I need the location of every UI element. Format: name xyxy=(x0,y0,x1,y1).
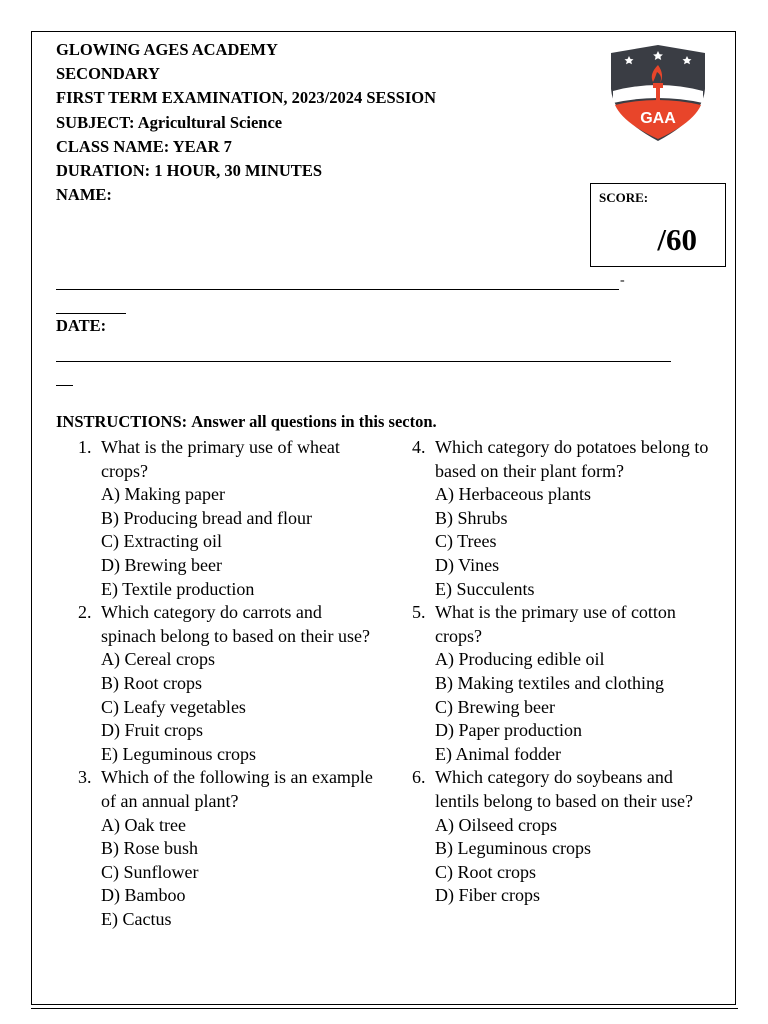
questions-column-right xyxy=(412,436,712,908)
option: C) Leafy vegetables xyxy=(101,696,246,717)
name-line-end: - xyxy=(620,273,625,288)
question-number: 3. xyxy=(78,767,92,788)
option: C) Extracting oil xyxy=(101,531,222,552)
school-logo xyxy=(607,43,709,143)
option: D) Paper production xyxy=(435,720,582,741)
question-text: What is the primary use of cotton crops? xyxy=(435,602,676,646)
question-text: Which category do carrots and spinach belong to based on their use? xyxy=(101,602,370,646)
exam-header xyxy=(56,38,436,207)
subject-line xyxy=(56,111,436,135)
option: E) Cactus xyxy=(101,908,172,929)
question-text: Which category do soybeans and lentils belong to based on their use? xyxy=(435,767,693,811)
instructions xyxy=(56,412,437,432)
class-name: CLASS NAME: YEAR 7 xyxy=(56,136,232,156)
option: C) Trees xyxy=(435,531,497,552)
question xyxy=(78,601,378,766)
question-number: 2. xyxy=(78,602,92,623)
exam-title: FIRST TERM EXAMINATION, 2023/2024 SESSION xyxy=(56,88,437,108)
torch-handle xyxy=(656,88,660,102)
option: D) Fruit crops xyxy=(101,720,203,741)
option: B) Shrubs xyxy=(435,507,508,528)
option: E) Leguminous crops xyxy=(101,743,256,764)
question xyxy=(78,766,378,931)
duration: DURATION: 1 HOUR, 30 MINUTES xyxy=(56,161,322,181)
instructions-label: INSTRUCTIONS: xyxy=(56,412,188,431)
option: C) Root crops xyxy=(435,861,536,882)
torch-cup xyxy=(653,83,663,88)
question-number: 4. xyxy=(412,437,426,457)
option: A) Oilseed crops xyxy=(435,814,557,835)
option: D) Bamboo xyxy=(101,885,186,906)
name-label: NAME: xyxy=(56,185,112,205)
question xyxy=(78,436,378,601)
score-box xyxy=(590,183,726,267)
option: A) Herbaceous plants xyxy=(435,484,591,505)
date-label: DATE: xyxy=(56,316,107,335)
question-text: What is the primary use of wheat crops? xyxy=(101,437,340,481)
date-line xyxy=(56,361,671,362)
option: D) Vines xyxy=(435,554,500,575)
question-number: 1. xyxy=(78,437,92,457)
option: C) Brewing beer xyxy=(435,696,555,717)
option: E) Animal fodder xyxy=(435,743,561,764)
score-label: SCORE: xyxy=(599,190,649,205)
score-value: /60 xyxy=(657,222,697,257)
subject-value: Agricultural Science xyxy=(137,112,283,132)
option: B) Root crops xyxy=(101,672,202,693)
school-name: GLOWING AGES ACADEMY xyxy=(56,40,278,59)
option: A) Making paper xyxy=(101,484,225,505)
name-line-continuation xyxy=(56,313,126,314)
option: C) Sunflower xyxy=(101,861,199,882)
question-number: 6. xyxy=(412,767,426,788)
option: B) Making textiles and clothing xyxy=(435,672,664,693)
option: B) Producing bread and flour xyxy=(101,507,312,528)
option: E) Textile production xyxy=(101,578,255,599)
logo-text: GAA xyxy=(640,110,676,127)
question xyxy=(412,766,712,908)
option: D) Fiber crops xyxy=(435,885,540,906)
school-section: SECONDARY xyxy=(56,64,160,84)
option: B) Rose bush xyxy=(101,838,199,859)
option: A) Oak tree xyxy=(101,814,186,835)
question-text: Which of the following is an example of an annual plant? xyxy=(101,767,373,811)
name-line xyxy=(56,289,619,290)
option: D) Brewing beer xyxy=(101,554,222,575)
option: B) Leguminous crops xyxy=(435,838,591,859)
subject-label: SUBJECT: xyxy=(56,112,135,132)
date-line-continuation xyxy=(56,385,73,386)
question xyxy=(412,601,712,766)
instructions-text: Answer all questions in this secton. xyxy=(191,412,437,431)
question-number: 5. xyxy=(412,602,426,623)
question xyxy=(412,436,712,601)
option: E) Succulents xyxy=(435,578,535,599)
option: A) Producing edible oil xyxy=(435,649,605,670)
questions-column-left xyxy=(78,436,378,931)
page-bottom-rule xyxy=(31,1008,738,1009)
option: A) Cereal crops xyxy=(101,649,215,670)
question-text: Which category do potatoes belong to based on their plant form? xyxy=(435,437,709,481)
